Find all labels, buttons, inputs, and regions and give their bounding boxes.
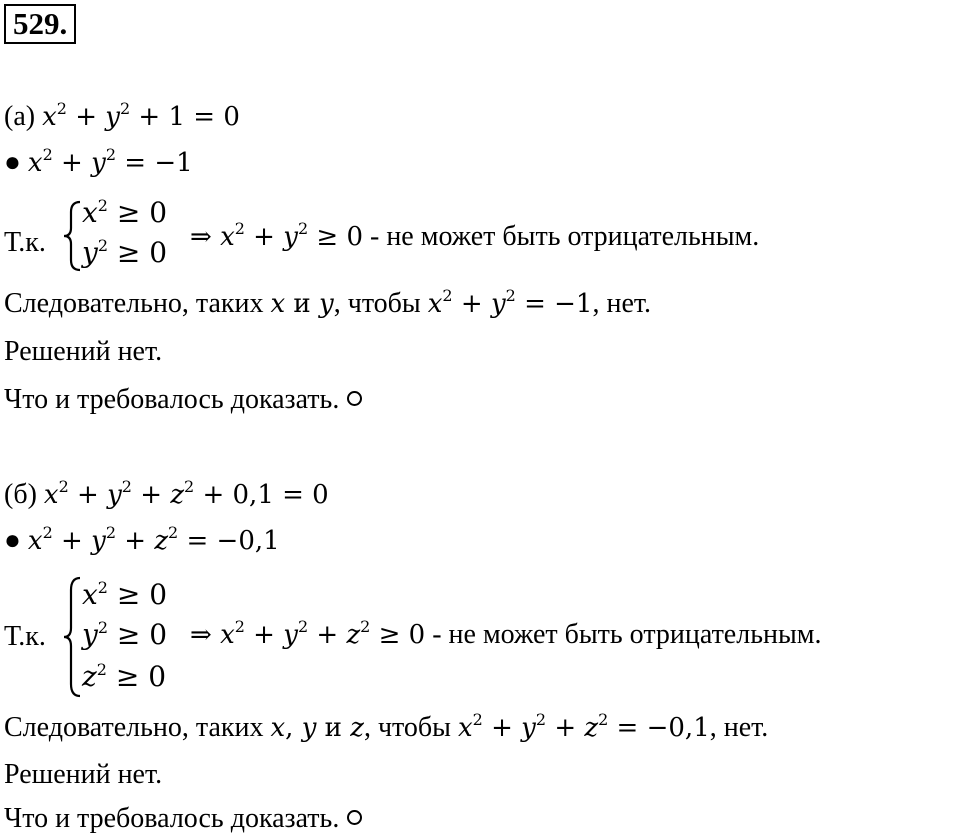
part-a-tk: Т.к.: [4, 227, 46, 258]
part-a-conclusion-vars: x и y: [270, 289, 334, 319]
part-b-proved: Что и требовалось доказать.: [4, 803, 340, 834]
part-b-brace: [62, 576, 84, 698]
part-a-equation-line: [4, 100, 240, 134]
part-b-implication-text: - не может быть отрицательным.: [432, 619, 822, 650]
part-b-conclusion-vars: x, y и z: [270, 713, 364, 743]
part-a-conclusion: Следовательно, таких x и y, чтобы $x^2 + y^2 = -1$, нет.: [4, 286, 652, 319]
part-a-proved: Что и требовалось доказать.: [4, 384, 340, 415]
part-b-implication-line: [190, 618, 821, 652]
part-a-implication-text: - не может быть отрицательным.: [370, 221, 760, 252]
bullet: ●: [4, 147, 21, 178]
part-a-brace: [62, 200, 84, 272]
part-a-implication: ⇒ $x^2 + y^2 \ge 0$: [190, 219, 363, 252]
part-b-equation-line: [4, 478, 329, 512]
part-a-proved-line: [4, 383, 362, 417]
part-b-tk: Т.к.: [4, 621, 46, 652]
part-b-step-line: [4, 524, 280, 558]
part-b-no-solutions: Решений нет.: [4, 759, 163, 790]
part-a-label: (а): [4, 101, 36, 132]
part-a-step: $x^2 + y^2 = -1$: [27, 145, 193, 178]
part-a-no-solutions: Решений нет.: [4, 336, 163, 367]
part-a-implication-line: [190, 220, 759, 254]
part-b-equation: $x^2 + y^2 + z^2 + 0,1 = 0$: [43, 477, 329, 510]
part-b-label: (б): [4, 479, 37, 510]
part-b-proved-line: [4, 802, 362, 836]
part-a-step-line: [4, 146, 193, 180]
part-a-conclusion-eq: $x^2 + y^2 = -1$: [427, 286, 593, 319]
problem-number: 529.: [4, 4, 76, 44]
end-circle-icon: [347, 391, 362, 406]
end-circle-icon: [347, 810, 362, 825]
part-a-equation: $x^2 + y^2 + 1 = 0$: [42, 99, 240, 132]
part-b-step: $x^2 + y^2 + z^2 = -0,1$: [27, 523, 280, 556]
part-b-conclusion-eq: $x^2 + y^2 + z^2 = -0,1$: [457, 710, 710, 743]
part-b-conclusion: Следовательно, таких x, y и z, чтобы $x^2 + y^2 + z^2 = -0,1$, нет.: [4, 710, 769, 743]
part-b-implication: ⇒ $x^2 + y^2 + z^2 \ge 0$: [190, 617, 426, 650]
bullet: ●: [4, 525, 21, 556]
